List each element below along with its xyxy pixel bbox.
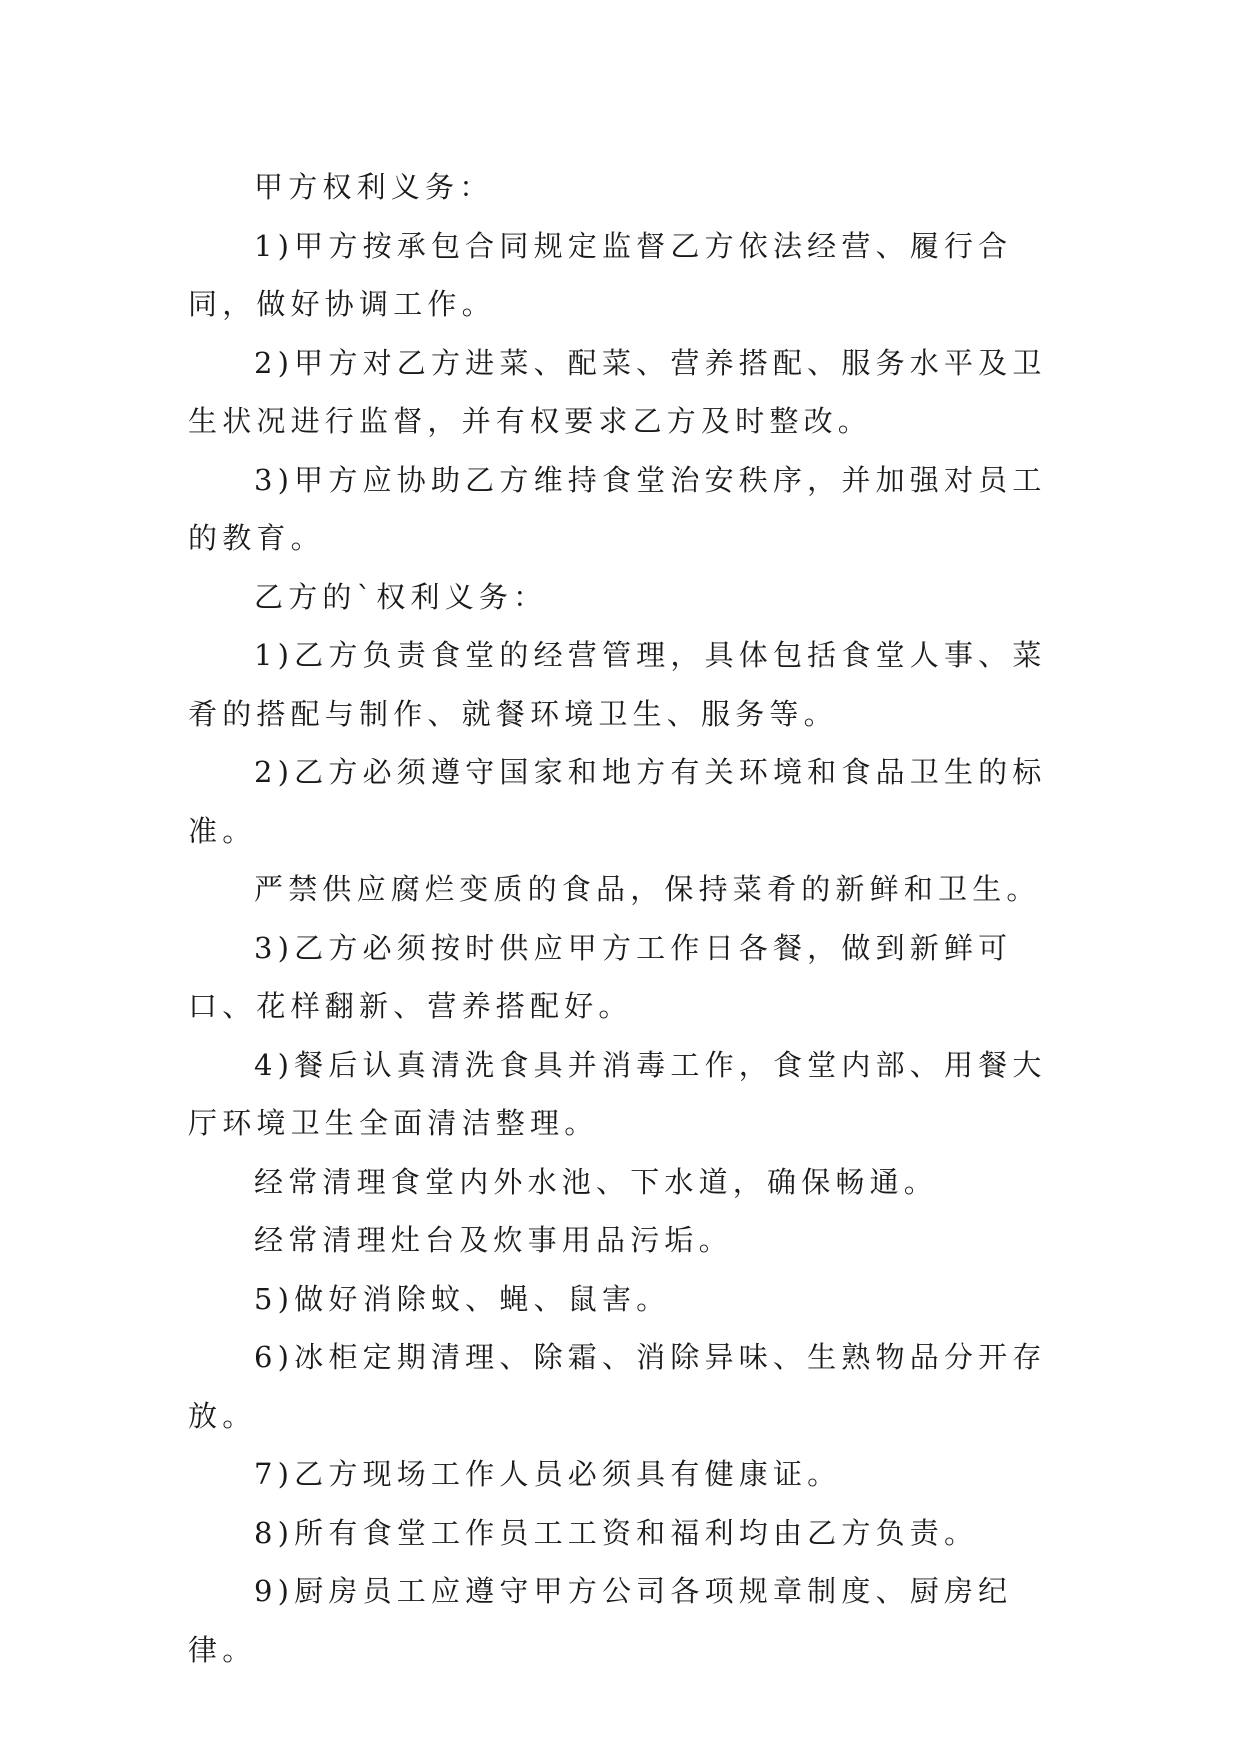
party-a-clause-2: 2)甲方对乙方进菜、配菜、营养搭配、服务水平及卫生状况进行监督，并有权要求乙方及时整改。 [188,345,1047,438]
party-b-clause-3: 3)乙方必须按时供应甲方工作日各餐，做到新鲜可口、花样翻新、营养搭配好。 [188,930,1013,1023]
section-heading-party-a: 甲方权利义务： [254,170,494,204]
party-b-clause-4-note-2: 经常清理灶台及炊事用品污垢。 [254,1223,733,1257]
party-b-clause-4: 4)餐后认真清洗食具并消毒工作，食堂内部、用餐大厅环境卫生全面清洁整理。 [188,1047,1047,1140]
party-b-clause-9: 9)厨房员工应遵守甲方公司各项规章制度、厨房纪律。 [188,1574,1013,1667]
party-a-clause-1: 1)甲方按承包合同规定监督乙方依法经营、履行合同，做好协调工作。 [188,228,1013,321]
party-b-clause-4-note-1: 经常清理食堂内外水池、下水道，确保畅通。 [254,1164,939,1199]
party-b-clause-2: 2)乙方必须遵守国家和地方有关环境和食品卫生的标准。 [188,755,1047,848]
party-b-clause-8: 8)所有食堂工作员工工资和福利均由乙方负责。 [254,1515,979,1550]
party-b-clause-7: 7)乙方现场工作人员必须具有健康证。 [254,1457,842,1491]
section-heading-party-b: 乙方的`权利义务： [254,579,548,614]
party-b-clause-2-note: 严禁供应腐烂变质的食品，保持菜肴的新鲜和卫生。 [254,872,1041,906]
party-b-clause-1: 1)乙方负责食堂的经营管理，具体包括食堂人事、菜肴的搭配与制作、就餐环境卫生、服务等。 [188,638,1047,731]
party-a-clause-3: 3)甲方应协助乙方维持食堂治安秩序，并加强对员工的教育。 [188,462,1047,555]
document-body [188,158,1068,1679]
party-b-clause-6: 6)冰柜定期清理、除霜、消除异味、生熟物品分开存放。 [188,1340,1047,1433]
party-b-clause-5: 5)做好消除蚊、蝇、鼠害。 [254,1281,671,1316]
